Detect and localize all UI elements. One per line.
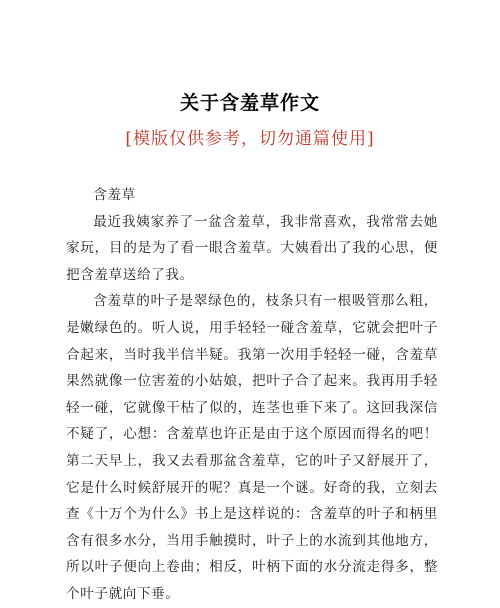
paragraph: 最近我姨家养了一盆含羞草，我非常喜欢，我常常去她家玩，目的是为了看一眼含羞草。大姨看出了我的心思，便把含羞草送给了我。: [66, 213, 438, 283]
document-title: 关于含羞草作文: [179, 92, 320, 114]
document-body: [66, 182, 438, 608]
document-subtitle: [模版仅供参考，切勿通篇使用]: [125, 129, 375, 149]
paragraph-heading: 含羞草: [93, 187, 136, 203]
paragraph: 含羞草的叶子是翠绿色的，枝条只有一根吸管那么粗，是嫩绿色的。听人说，用手轻轻一碰含羞草，它就会把叶子合起来，当时我半信半疑。我第一次用手轻轻一碰，含羞草果然就像一位害羞的小姑娘，把叶子合了起来。我再用手轻轻一碰，它就像干枯了似的，连茎也垂下来了。这回我深信不疑了，心想：含羞草也许正是由于这个原因而得名的吧！第二天早上，我又去看那盆含羞草，它的叶子又舒展开了，它是什么时候舒展开的呢？真是一个谜。好奇的我，立刻去查《十万个为什么》书上是这样说的：含羞草的叶子和柄里含有很多水分，当用手触摸时，叶子上的水流到其他地方，所以叶子便向上卷曲；相反，叶柄下面的水分流走得多，整个叶子就向下垂。: [66, 293, 438, 602]
